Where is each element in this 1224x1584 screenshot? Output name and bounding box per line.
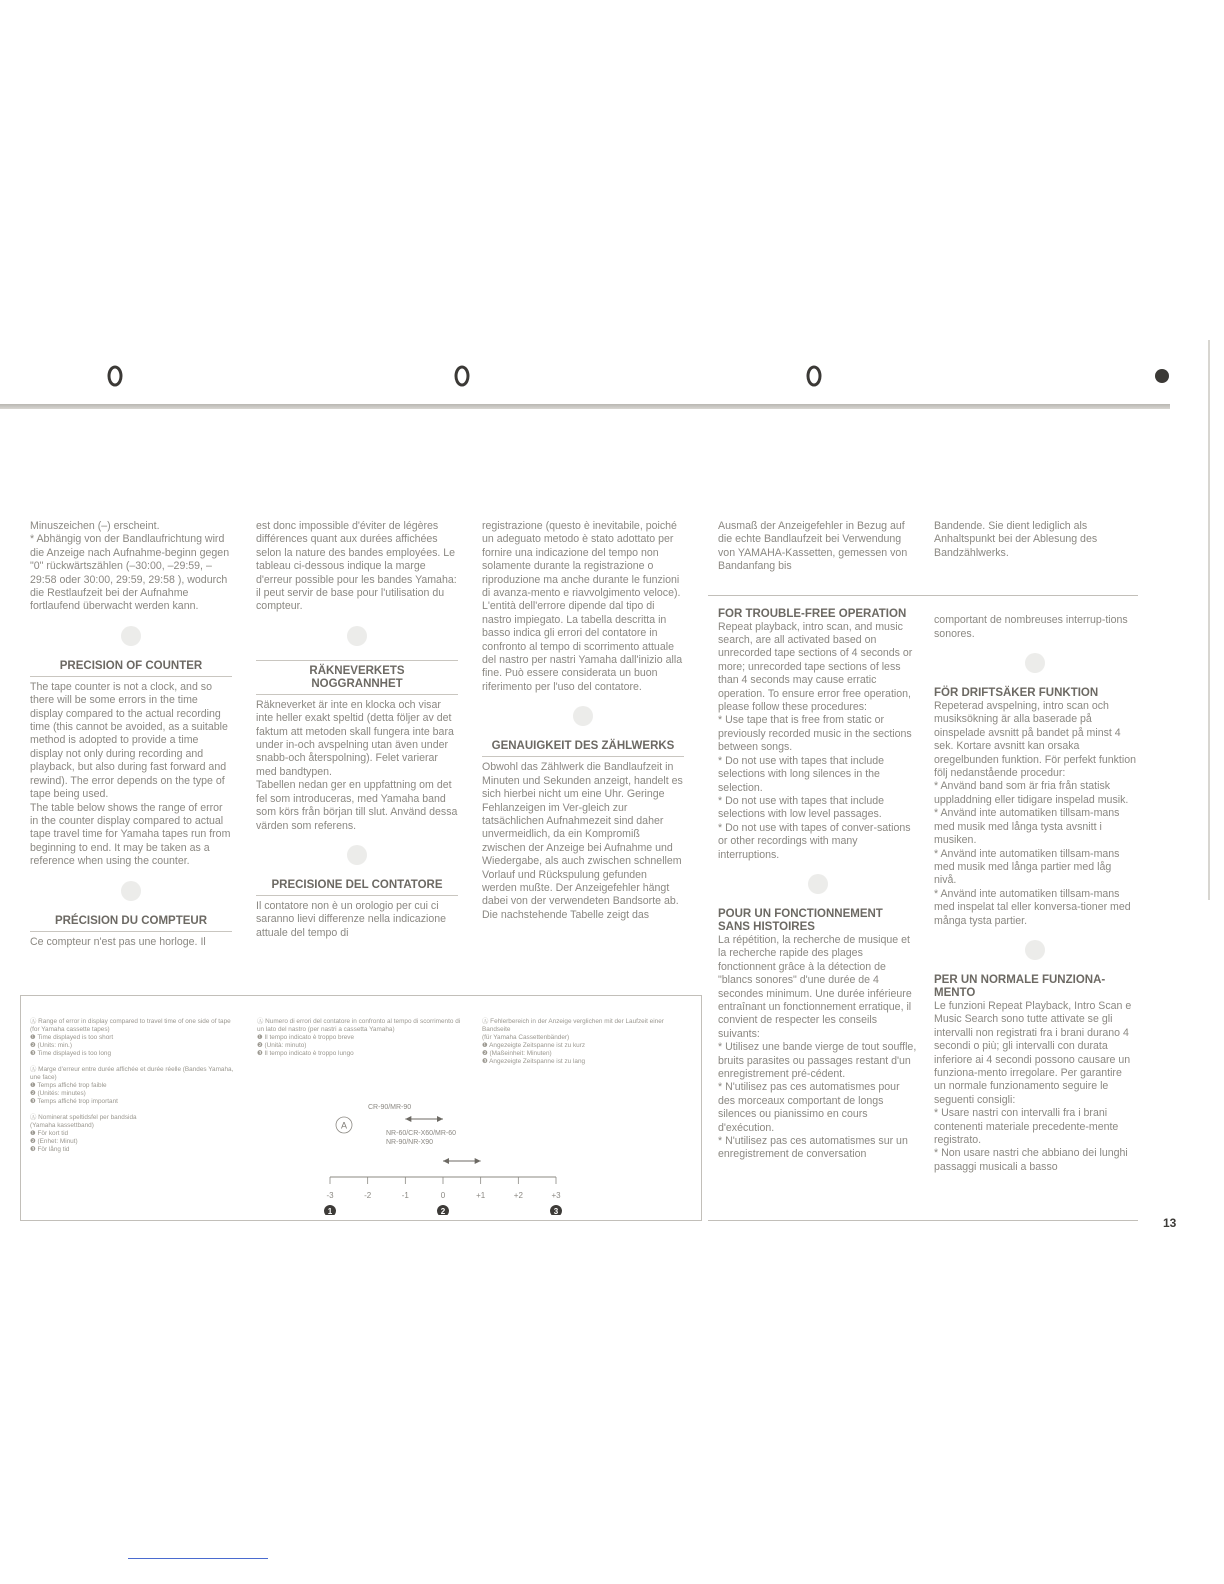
page-edge [1208, 340, 1210, 900]
paragraph-fr-cont: est donc impossible d'éviter de légères différences quant aux durées affichées selon la nature des bandes employées. Le tableau ci-dessous indique la marge d'erreur possible pour les bandes Yamaha: il peut servir de base pour l'utilisation du compteur. [256, 520, 457, 613]
heading-rakneverkets: RÄKNEVERKETS NOGGRANNHET [256, 660, 458, 695]
series-label: NR-60/CR-X60/MR-60 [386, 1130, 457, 1137]
notes-middle [257, 1018, 465, 1066]
region-marker-label: 3 [553, 1207, 559, 1215]
heading-genauigkeit: GENAUIGKEIT DES ZÄHLWERKS [482, 740, 684, 757]
paragraph-de-final: Bandende. Sie dient lediglich als Anhaltspunkt bei der Ablesung des Bandzählwerks. [934, 520, 1098, 559]
range-arrow-left [443, 1158, 449, 1164]
paragraph-en: The tape counter is not a clock, and so there will be some errors in the time display compared to the actual recording time (this cannot be avoided, as a suitable method is adopted to provide a time display not only during recording and playback, but also during fast forward and rewind). The error depends on the type of tape being used. The table below shows the range of error in the counter display compared to actual tape travel time for Yamaha tapes run from beginning to end. It may be taken as a reference when using the counter. [30, 680, 231, 868]
notes-left [30, 1018, 238, 1162]
trouble-free-frame [708, 595, 1138, 1222]
paragraph-it-funzionamento: Le funzioni Repeat Playback, Intro Scan e Music Search sono tutte attivate se gli intervalli non registrati fra i brani durano 4 secondi o più; gli intervalli con durata inferiore ai 4 secondi possono causare un funziona-mento irregolare. Per garantire un normale funzionamento seguire le seguenti consigli: * Usare nastri con intervalli fra i brani contenenti materiale precedente-mente registrato. * Non usare nastri che abbiano dei lunghi passaggi musicali a basso [934, 999, 1132, 1173]
x-tick-label: +2 [513, 1191, 523, 1200]
region-marker-label: 1 [327, 1207, 333, 1215]
paragraph-it: Il contatore non è un orologio per cui ci saranno lievi differenze nella indicazione attuale del tempo di [256, 899, 447, 939]
paragraph-fr: Ce compteur n'est pas une horloge. Il [30, 935, 206, 948]
series-label: NR-90/NR-X90 [386, 1139, 434, 1146]
note-fr: Ⓐ Marge d'erreur entre durée affichée et durée réelle (Bandes Yamaha, une face) ❶ Temps affiché trop faible ❷ (Unités: minutes) ❸ Temps affiché trop important [30, 1066, 234, 1105]
note-de: Ⓐ Fehlerbereich in der Anzeige verglichen mit der Laufzeit einer Bandseite (für Yamaha Cassettenbänder) ❶ Angezeigte Zeitspanne ist zu kurz ❷ (Maßeinheit: Minuten) ❸ Angezeigte Zeitspanne ist zu lang [482, 1018, 664, 1065]
range-arrow-right [437, 1116, 443, 1122]
paragraph-fr-cont2: comportant de nombreuses interrup-tions sonores. [934, 614, 1128, 640]
note-sv: Ⓐ Nominerat speltidsfel per bandsida (Yamaha kassettband) ❶ För kort tid ❷ (Enhet: Minut) ❸ För lång tid [30, 1114, 137, 1153]
heading-driftsaker: FÖR DRIFTSÄKER FUNKTION [934, 687, 1099, 700]
x-tick-label: +1 [476, 1191, 486, 1200]
paragraph-fr-fonctionnement: La répétition, la recherche de musique et la recherche rapide des plages fonctionnent grâce à la détection de "blancs sonores" d'une durée de 4 secondes minimum. Une durée inférieure entraînant un fonctionnement erratique, il convient de respecter les conseils suivants: * Utilisez une bande vierge de tout souffle, bruits parasites ou passages restant d'un enregistrement pré-cédent. * N'utilisez pas ces automatismes pour des morceaux comportant de longs silences ou pianissimo en cours d'exécution. * N'utilisez pas ces automatismes sur un enregistrement de conversation [718, 933, 917, 1161]
paragraph-sv-drift: Repeterad avspelning, intro scan och musiksökning är alla baserade på oinspelade avsnitt på bandet på minst 4 sek. Kortare avsnitt kan orsaka oregelbunden funktion. För perfekt funktion följ nedanstående procedur: * Använd band som är fria från statisk uppladdning eller tidigare inspelad musik. * Använd inte automatiken tillsam-mans med musik med långa tysta avsnitt i musiken. * Använd inte automatiken tillsam-mans med musik med långa partier med låg nivå. * Använd inte automatiken tillsam-mans med inspelat tal eller konversa-tioner med många tysta partier. [934, 700, 1137, 927]
column-2 [256, 520, 458, 940]
binding-hole-icon [803, 362, 825, 390]
x-tick-label: -1 [401, 1191, 409, 1200]
paragraph-de: Obwohl das Zählwerk die Bandlaufzeit in Minuten und Sekunden anzeigt, handelt es sich hierbei nicht um eine Uhr. Geringe Fehlanzeigen im Ver-gleich zur tatsächlichen Aufnahmezeit sind daher unvermeidlich, da ein Kompromiß zwischen der Anzeige bei Aufnahme und Wiedergabe, als auch zwischen schnellem Vorlauf und Rückspulung gefunden werden mußte. Der Anzeigefehler hängt dabei von der verwendeten Bandsorte ab. Die nachstehende Tabelle zeigt das [482, 761, 683, 921]
paragraph-de-end: Ausmaß der Anzeigefehler in Bezug auf die echte Bandlaufzeit bei Verwendung von YAMAHA-Kassetten, gemessen von Bandanfang bis [718, 520, 908, 573]
heading-precisione-del-contatore: PRECISIONE DEL CONTATORE [256, 879, 458, 896]
heading-trouble-free: FOR TROUBLE-FREE OPERATION [718, 607, 907, 620]
section-dot [121, 626, 141, 646]
notes-right [482, 1018, 687, 1074]
section-dot [347, 626, 367, 646]
top-rule [0, 404, 1170, 409]
axis-label: A [340, 1120, 348, 1131]
section-dot [121, 881, 141, 901]
frame-bottom-rule [708, 1220, 1138, 1221]
binding-hole-icon [451, 362, 473, 390]
heading-normale-funzionamento: PER UN NORMALE FUNZIONA- MENTO [934, 973, 1106, 999]
binding-hole-icon [1150, 362, 1172, 390]
x-tick-label: 0 [440, 1191, 446, 1200]
x-tick-label: -3 [326, 1191, 334, 1200]
paragraph-de-cont: Minuszeichen (–) erscheint. * Abhängig von der Bandlaufrichtung wird die Anzeige nach Aufnahme-beginn gegen "0" rückwärtszählen (–30:00, –29:59, –29:58 oder 30:00, 29:59, 29:58 ), wodurch die Restlaufzeit bei der Aufnahme fortlaufend überwacht werden kann. [30, 520, 230, 613]
note-en: Ⓐ Range of error in display compared to travel time of one side of tape (for Yamaha cassette tapes) ❶ Time displayed is too short ❷ (Units: min.) ❸ Time displayed is too long [30, 1018, 231, 1057]
footer-link-line [128, 1558, 268, 1559]
heading-fonctionnement: POUR UN FONCTIONNEMENT SANS HISTOIRES [718, 907, 883, 933]
region-marker-label: 2 [440, 1207, 446, 1215]
heading-precision-du-compteur: PRÉCISION DU COMPTEUR [30, 915, 232, 932]
column-1 [30, 520, 232, 949]
range-arrow-right [475, 1158, 481, 1164]
column-3 [482, 520, 684, 922]
x-tick-label: +3 [551, 1191, 561, 1200]
range-arrow-left [405, 1116, 411, 1122]
section-dot [573, 706, 593, 726]
paragraph-en-trouble: Repeat playback, intro scan, and music search, are all activated based on unrecorded tape sections of 4 seconds or more; unrecorded tape sections of less than 4 seconds may cause erratic operation. To ensure error free operation, please follow these procedures: * Use tape that is free from static or previously recorded music in the sections between songs. * Do not use with tapes that include selections with long silences in the selection. * Do not use with tapes that include selections with low level passages. * Do not use with tapes of conver-sations or other recordings with many interruptions. [718, 620, 913, 861]
note-it: Ⓐ Numero di errori del contatore in confronto al tempo di scorrimento di un lato del nastro (per nastri a cassetta Yamaha) ❶ Il tempo indicato è troppo breve ❷ (Unità: minuto) ❸ Il tempo indicato è troppo lungo [257, 1018, 461, 1057]
x-tick-label: -2 [364, 1191, 372, 1200]
series-label: CR-90/MR-90 [368, 1104, 412, 1111]
heading-precision-of-counter: PRECISION OF COUNTER [30, 660, 232, 677]
section-dot [347, 845, 367, 865]
page-number: 13 [1163, 1216, 1177, 1230]
paragraph-it-cont: registrazione (questo è inevitabile, poiché un adeguato metodo è stato adottato per fornire una indicazione del tempo non solamente durante la registrazione o riproduzione ma anche durante le funzioni di avanza-mento e riavvolgimento veloce). L'entità dell'errore dipende dal tipo di nastro impiegato. La tabella descritta in basso indica gli errori del contatore in confronto al tempo di scorrimento attuale del nastro per nastri Yamaha dall'inizio alla fine. Può essere considerata un buon riferimento per l'uso del contatore. [482, 520, 683, 693]
binding-hole-icon [104, 362, 126, 390]
paragraph-sv: Räkneverket är inte en klocka och visar inte heller exakt speltid (detta följer av det faktum att metoden skall fungera inte bara under in-och avspelning utan även under snabb-och återspolning). Felet varierar med bandtypen. Tabellen nedan ger en uppfattning om det fel som introduceras, med Yamaha band som körs från början till slut. Använd dessa värden som referens. [256, 698, 458, 832]
counter-error-chart [318, 1085, 588, 1215]
